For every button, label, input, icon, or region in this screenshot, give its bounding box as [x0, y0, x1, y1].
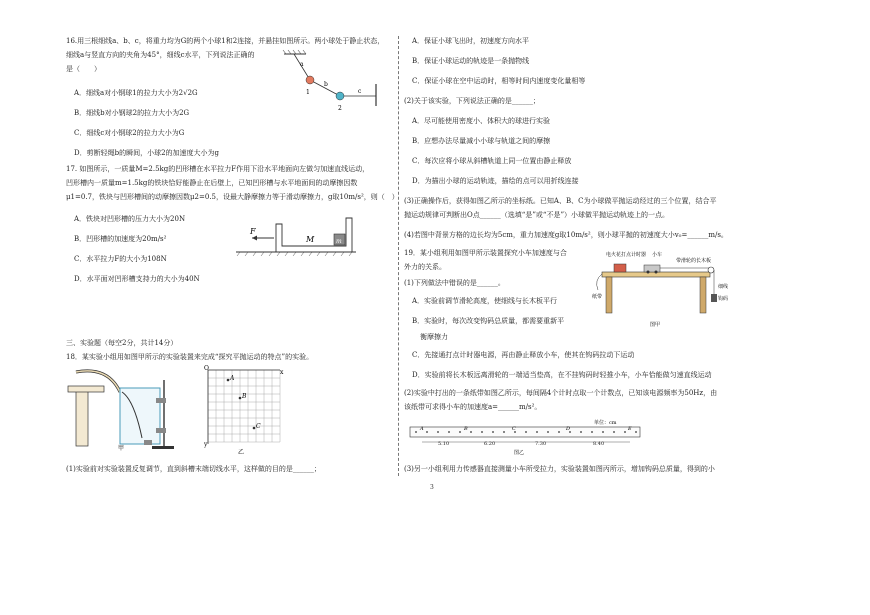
q19-option-c: C．先接通打点计时器电源，再由静止释放小车，使其在钩码拉动下运动: [412, 351, 635, 359]
label-F: F: [250, 227, 256, 236]
tape-dot: [481, 431, 483, 433]
q16-line2: 细线a与竖直方向的夹角为45°，细线c水平，下列说法正确的: [66, 51, 255, 59]
q17-option-a: A．铁块对凹形槽的压力大小为20N: [74, 215, 186, 223]
q18-q2-option-d: D．为描出小球的运动轨迹，描绘的点可以用折线连接: [412, 177, 579, 185]
point-C: [253, 427, 256, 430]
tape-dot: [437, 431, 439, 433]
q16-line1: 16.用三根细线a、b、c，将重力均为G的两个小球1和2连接，并悬挂如图所示。两小球处于静止状态，: [66, 37, 385, 45]
tape-dot: [547, 431, 549, 433]
point-A: [227, 379, 230, 382]
tape-dot: [492, 431, 494, 433]
tape-dot: [426, 431, 428, 433]
cart: [644, 265, 660, 272]
label-x: x: [280, 369, 284, 376]
label-B: B: [242, 393, 247, 400]
q19-question2-line2: 该纸带可求得小车的加速度a=______m/s²。: [404, 403, 542, 411]
paper-strip: [410, 427, 640, 437]
tape-dot: [536, 431, 538, 433]
q19-line2: 外力的关系。: [404, 263, 446, 271]
table-leg: [76, 390, 88, 446]
label-car: 小车: [652, 252, 663, 258]
q19-option-b-line2: 衡摩擦力: [420, 333, 448, 341]
q17-line3: μ1=0.7，铁块与凹形槽间的动摩擦因数μ2=0.5，设最大静摩擦力等于滑动摩擦力，g取10m/s²，则（ ）: [66, 193, 399, 201]
ball-1: [306, 76, 314, 84]
table-leg-left: [606, 277, 612, 313]
pulley: [708, 267, 714, 273]
q19-apparatus-figure: [592, 250, 732, 330]
q18-question2: (2)关于该实验，下列说法正确的是______；: [404, 97, 540, 105]
q19-tape-figure: [408, 418, 648, 458]
q16-option-b: B．细线b对小钢球2的拉力大小为2G: [74, 109, 190, 117]
tape-dot: [470, 431, 472, 433]
q16-option-a: A．细线a对小钢球1的拉力大小为2√2G: [74, 89, 198, 97]
spark-timer: [614, 264, 626, 272]
label-M: M: [306, 235, 315, 244]
dimension-label: 8.40: [593, 441, 605, 447]
tape-dot: [591, 431, 593, 433]
label-y: y: [204, 441, 208, 448]
tape-letter: A: [420, 426, 424, 432]
paper-tape: [597, 274, 602, 290]
tape-dot: [580, 431, 582, 433]
tape-letter: B: [464, 426, 468, 432]
tape-dot: [558, 431, 560, 433]
q18-q2-option-b: B．应想办法尽量减小小球与轨道之间的摩擦: [412, 137, 551, 145]
label-timer: 电火花打点计时器: [606, 252, 647, 258]
tape-dot: [525, 431, 527, 433]
label-1: 1: [306, 89, 310, 96]
q18-question4: (4)若图中背景方格的边长均为5cm，重力加速度g取10m/s²，则小球平抛的初速度大小v₀=______m/s。: [404, 231, 728, 239]
label-string: 细线: [718, 284, 729, 290]
q16-option-d: D．剪断轻绳b的瞬间，小球2的加速度大小为g: [74, 149, 220, 157]
label-b: b: [324, 81, 328, 88]
q16-line3: 是（ ）: [66, 65, 101, 73]
dimension-label: 7.30: [535, 441, 547, 447]
tape-letter: C: [512, 426, 516, 432]
caption-tape: 图乙: [514, 450, 525, 456]
tape-dot: [459, 431, 461, 433]
q18-q2-option-c: C．每次应将小球从斜槽轨道上同一位置由静止释放: [412, 157, 572, 165]
tape-dot: [624, 431, 626, 433]
q18-q2-option-a: A．尽可能使用密度小、体积大的球进行实验: [412, 117, 551, 125]
table-top: [68, 386, 104, 392]
caption-jia: 甲: [118, 445, 125, 452]
label-a: a: [300, 61, 304, 68]
q19-option-a: A．实验前调节滑轮高度，使细线与长木板平行: [412, 297, 558, 305]
column-divider: [398, 36, 399, 476]
tape-dimensions: [422, 441, 630, 447]
dimension-label: 5.10: [438, 441, 450, 447]
q18-question3-line1: (3)正确操作后，获得如图乙所示的坐标纸。已知A、B、C为小球做平抛运动经过的三个位置，结合平: [404, 197, 717, 205]
q17-figure: [236, 214, 356, 259]
q18-option-b: B．保证小球运动的轨迹是一条抛物线: [412, 57, 530, 65]
label-c: c: [358, 88, 362, 95]
board: [120, 388, 160, 444]
hook-weight: [711, 294, 717, 302]
point-B: [239, 397, 242, 400]
page-number: 3: [430, 484, 434, 491]
q18-question1: (1)实验前对实验装置反复调节，直到斜槽末端切线水平，这样做的目的是______；: [66, 465, 321, 473]
q19-question2-line1: (2)实验中打出的一条纸带如图乙所示，每间隔4个计时点取一个计数点，已知该电源频率为50Hz，由: [404, 389, 718, 397]
tape-dot: [635, 431, 637, 433]
q17-option-b: B．凹形槽的加速度为20m/s²: [74, 235, 167, 243]
q17-option-d: D．水平面对凹形槽支持力的大小为40N: [74, 275, 200, 283]
tape-dot: [503, 431, 505, 433]
dimension-label: 6.20: [484, 441, 496, 447]
tape-dot: [602, 431, 604, 433]
label-board: 带滑轮的长木板: [676, 258, 712, 264]
q19-question3: (3)另一小组利用力传感器直接测量小车所受拉力，实验装置如图丙所示，增加钩码总质量，得到的小: [404, 465, 715, 473]
tape-dot: [415, 431, 417, 433]
q17-option-c: C．水平拉力F的大小为108N: [74, 255, 167, 263]
section-3-title: 三、实验题（每空2分，共计14分）: [66, 339, 178, 347]
q19-option-b-line1: B．实验时，每次改变钩码总质量，都需要重新平: [412, 317, 565, 325]
tape-dots: [415, 431, 637, 433]
background-grid: [208, 370, 280, 442]
tape-dot: [613, 431, 615, 433]
q18-figure-jia: [68, 366, 178, 451]
tape-unit: 单位：cm: [594, 420, 617, 426]
tape-letter: E: [628, 426, 632, 432]
label-2: 2: [338, 105, 342, 112]
q18-option-c: C．保证小球在空中运动时，相等时间内速度变化量相等: [412, 77, 586, 85]
ball-2: [336, 92, 344, 100]
label-weight: 钩码: [718, 296, 729, 302]
label-m: m: [336, 238, 342, 245]
caption-yi: 乙: [238, 449, 245, 456]
label-O: O: [204, 365, 209, 372]
q18-option-a: A．保证小球飞出时，初速度方向水平: [412, 37, 530, 45]
label-A: A: [230, 375, 235, 382]
label-tape: 纸带: [592, 294, 603, 300]
q19-line1: 19．某小组利用如图甲所示装置探究小车加速度与合: [404, 249, 567, 257]
tape-letter: D: [566, 426, 571, 432]
q19-question1: (1)下列做法中错误的是______。: [404, 279, 505, 287]
q18-line1: 18．某实验小组用如图甲所示的实验装置来完成“探究平抛运动的特点”的实验。: [66, 353, 314, 361]
caption-apparatus: 图甲: [650, 322, 661, 328]
q18-question3-line2: 抛运动规律可判断出O点______（选填“是”或“不是”）小球做平抛运动轨迹上的一点。: [404, 211, 670, 219]
label-C: C: [256, 423, 261, 430]
q16-option-c: C．细线c对小钢球2的拉力大小为G: [74, 129, 185, 137]
q18-figure-yi: [204, 366, 284, 456]
q19-option-d: D．实验前将长木板远离滑轮的一端适当垫高，在不挂钩码时轻推小车，小车恰能做匀速直线运动: [412, 371, 712, 379]
q17-line1: 17. 如图所示，一质量M=2.5kg的凹形槽在水平拉力F作用下沿水平地面向左做匀加速直线运动，: [66, 165, 370, 173]
q17-line2: 凹形槽内一质量m=1.5kg的铁块恰好能静止在后壁上，已知凹形槽与水平地面间的动摩擦因数: [66, 179, 358, 187]
table-leg-right: [700, 277, 706, 313]
tape-dot: [448, 431, 450, 433]
q16-figure: [276, 50, 391, 120]
